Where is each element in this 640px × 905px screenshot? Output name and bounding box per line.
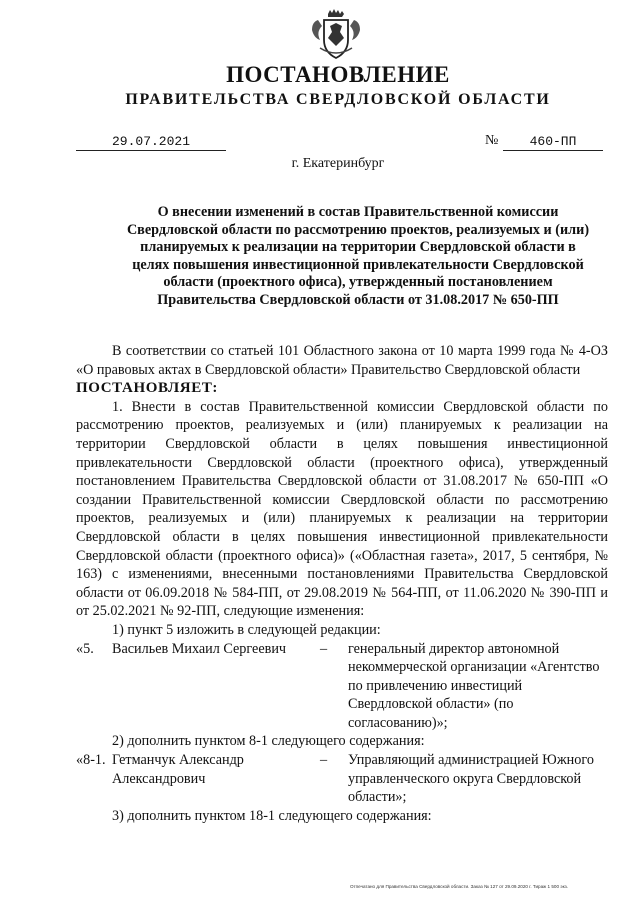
entry-dash: – bbox=[320, 752, 328, 769]
intro-paragraph: В соответствии со статьей 101 Областного закона от 10 марта 1999 года № 4-ОЗ «О правовых актах в Свердловской области» Правительство Свердловской области bbox=[76, 343, 608, 378]
member-name: Васильев Михаил Сергеевич bbox=[112, 640, 287, 657]
document-city: г. Екатеринбург bbox=[291, 156, 385, 171]
subitem-2: 2) дополнить пунктом 8-1 следующего содержания: bbox=[112, 733, 425, 750]
subitem-3: 3) дополнить пунктом 18-1 следующего содержания: bbox=[112, 807, 432, 824]
member-entry-8-1 bbox=[76, 751, 608, 807]
item-1-paragraph: 1. Внести в состав Правительственной комиссии Свердловской области по рассмотрению проектов, реализуемых и (или) планируемых к реализации на территории Свердловской области в целях повышения инвестиционной привлекательности Свердловской области (проектного офиса), утвержденный постановлением Правительства Свердловской области от 31.08.2017 № 650-ПП «О создании Правительственной комиссии Свердловской области по рассмотрению проектов, реализуемых и (или) планируемых к реализации на территории Свердловской области в целях повышения инвестиционной привлекательности Свердловской области (проектного офиса)» («Областная газета», 2017, 5 сентября, № 163) с изменениями, внесенными постановлениями Правительства Свердловской области от 06.09.2018 № 584-ПП, от 29.08.2019 № 564-ПП, от 11.06.2020 № 390-ПП и от 25.02.2021 № 92-ПП, следующие изменения: bbox=[76, 398, 608, 620]
entry-dash: – bbox=[320, 640, 328, 657]
member-position: Управляющий администрацией Южного управленческого округа Свердловской области»; bbox=[348, 752, 594, 806]
document-title: ПОСТАНОВЛЕНИЕ bbox=[226, 62, 450, 87]
subitem-1: 1) пункт 5 изложить в следующей редакции: bbox=[112, 621, 381, 638]
document-heading: О внесении изменений в состав Правительственной комиссии Свердловской области по рассмотрению проектов, реализуемых и (или) планируемых к реализации на территории Свердловской области в целях повышения инвестиционной привлекательности Свердловской области (проектного офиса), утвержденный постановлением Правительства Свердловской области от 31.08.2017 № 650-ПП bbox=[126, 204, 590, 308]
member-entry-5 bbox=[76, 640, 608, 733]
number-label: № bbox=[485, 133, 499, 148]
member-position: генеральный директор автономной некоммерческой организации «Агентство по привлечению инвестиций Свердловской области» (по согласованию)»; bbox=[348, 640, 600, 731]
entry-mark: «8-1. bbox=[76, 752, 106, 769]
print-footer: Отпечатано для Правительства Свердловской области. Заказ № 127 от 29.09.2020 г. Тираж 1 500 экз. bbox=[350, 884, 569, 889]
document-date: 29.07.2021 bbox=[76, 134, 226, 151]
document-issuer: ПРАВИТЕЛЬСТВА СВЕРДЛОВСКОЙ ОБЛАСТИ bbox=[125, 91, 551, 108]
resolves-label: ПОСТАНОВЛЯЕТ: bbox=[76, 380, 219, 397]
document-number: 460-ПП bbox=[503, 134, 603, 151]
entry-mark: «5. bbox=[76, 640, 94, 657]
member-name: Гетманчук Александр Александрович bbox=[112, 752, 244, 787]
coat-of-arms-emblem bbox=[310, 8, 362, 62]
document-body bbox=[76, 342, 608, 825]
